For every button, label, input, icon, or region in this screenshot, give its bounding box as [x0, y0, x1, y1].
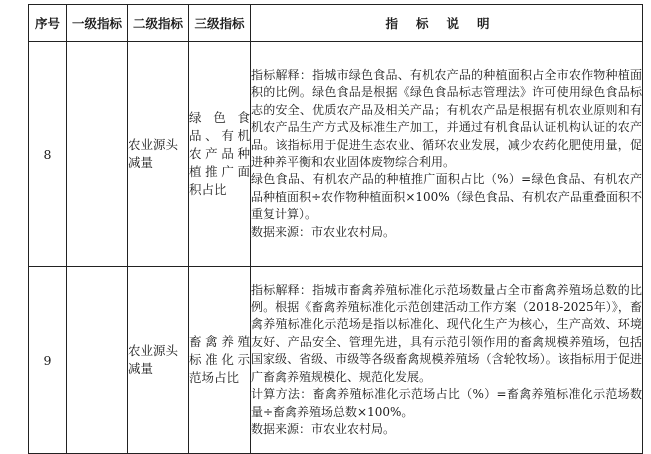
- table-row: [29, 267, 643, 454]
- row-level2: 农业源头减量: [128, 42, 189, 267]
- indicator-explanation: 指标解释：指城市畜禽养殖标准化示范场数量占全市畜禽养殖场总数的比例。根据《畜禽养殖标准化示范创建活动工作方案（2018-2025年）》，畜禽养殖标准化示范场是指以标准化、现代化生产为核心，生产高效、环境友好、产品安全、管理先进，具有示范引领作用的畜禽规模养殖场，包括国家级、省级、市级等各级畜禽规模养殖场（含轮牧场）。该指标用于促进广畜禽养殖规模化、规范化发展。: [251, 282, 642, 384]
- row-level1: [67, 267, 128, 454]
- row-seq-no: 9: [29, 267, 67, 454]
- calculation-formula: 绿色食品、有机农产品的种植推广面积占比（%）=绿色食品、有机农产品种植面积÷农作物种植面积×100%（绿色食品、有机农产品重叠面积不重复计算）。: [251, 172, 642, 222]
- header-level2: 二级指标: [128, 5, 189, 42]
- indicator-explanation: 指标解释：指城市绿色食品、有机农产品的种植面积占全市农作物种植面积的比例。绿色食品是根据《绿色食品标志管理法》许可使用绿色食品标志的安全、优质农产品及相关产品；有机农产品是根据有机农业原则和有机农产品生产方式及标准生产加工，并通过有机食品认证机构认证的农产品。该指标用于促进生态农业、循环农业发展，减少农药化肥使用量，促进种养平衡和农业固体废物综合利用。: [251, 67, 642, 169]
- table-row: [29, 42, 643, 267]
- header-level1: 一级指标: [67, 5, 128, 42]
- row-level3: 畜禽养殖标准化示范场占比: [189, 267, 251, 454]
- row-description: [251, 267, 643, 454]
- calculation-formula: 计算方法：畜禽养殖标准化示范场占比（%）=畜禽养殖标准化示范场数量÷畜禽养殖场总数×100%。: [251, 387, 642, 419]
- header-level3: 三级指标: [189, 5, 251, 42]
- row-seq-no: 8: [29, 42, 67, 267]
- row-level2: 农业源头减量: [128, 267, 189, 454]
- header-description: 指标说明: [251, 5, 643, 42]
- row-description: [251, 42, 643, 267]
- table-header-row: [29, 5, 643, 42]
- row-level1: [67, 42, 128, 267]
- data-source: 数据来源：市农业农村局。: [251, 224, 396, 239]
- data-source: 数据来源：市农业农村局。: [251, 421, 396, 436]
- indicator-table: [28, 4, 643, 454]
- header-seq-no: 序号: [29, 5, 67, 42]
- row-level3: 绿色食品、有机农产品种植推广面积占比: [189, 42, 251, 267]
